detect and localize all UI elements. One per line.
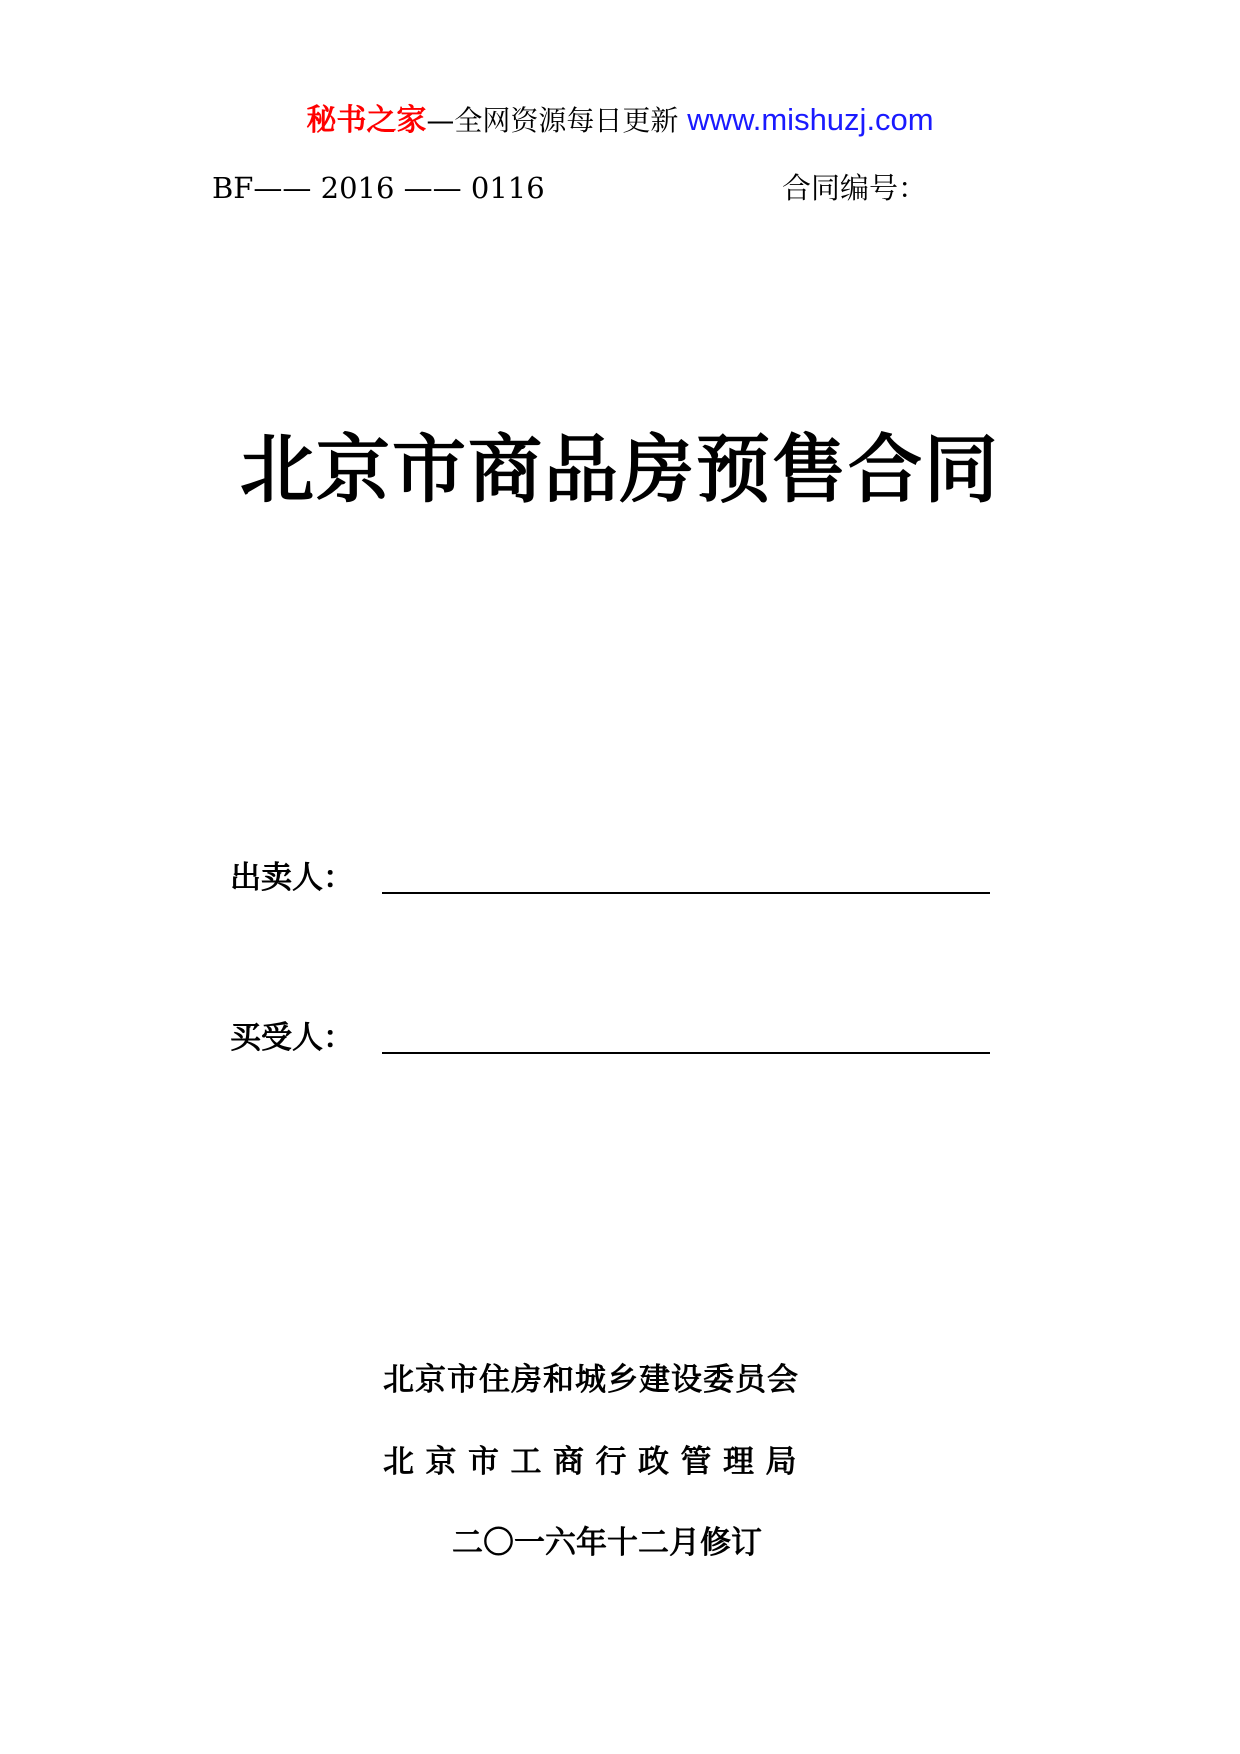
banner-url-link[interactable]: www.mishuzj.com	[687, 102, 934, 137]
seller-row	[230, 850, 990, 900]
seller-blank-line	[382, 892, 990, 894]
buyer-label: 买受人：	[230, 1020, 354, 1056]
revision-date: 二〇一六年十二月修订	[452, 1525, 762, 1561]
banner-brand: 秘书之家	[306, 103, 427, 138]
issuer-housing-commission: 北京市住房和城乡建设委员会	[383, 1362, 799, 1398]
form-code: BF—— 2016 —— 0116	[212, 171, 545, 205]
issuer-industry-commerce-bureau: 北京市工商行政管理局	[383, 1444, 808, 1480]
seller-label: 出卖人：	[230, 860, 354, 896]
buyer-row	[230, 1010, 990, 1060]
document-title: 北京市商品房预售合同	[240, 427, 1000, 513]
contract-number-label: 合同编号：	[782, 171, 928, 205]
watermark-banner	[0, 100, 1240, 141]
buyer-blank-line	[382, 1052, 990, 1054]
banner-tagline: —全网资源每日更新	[426, 104, 679, 137]
